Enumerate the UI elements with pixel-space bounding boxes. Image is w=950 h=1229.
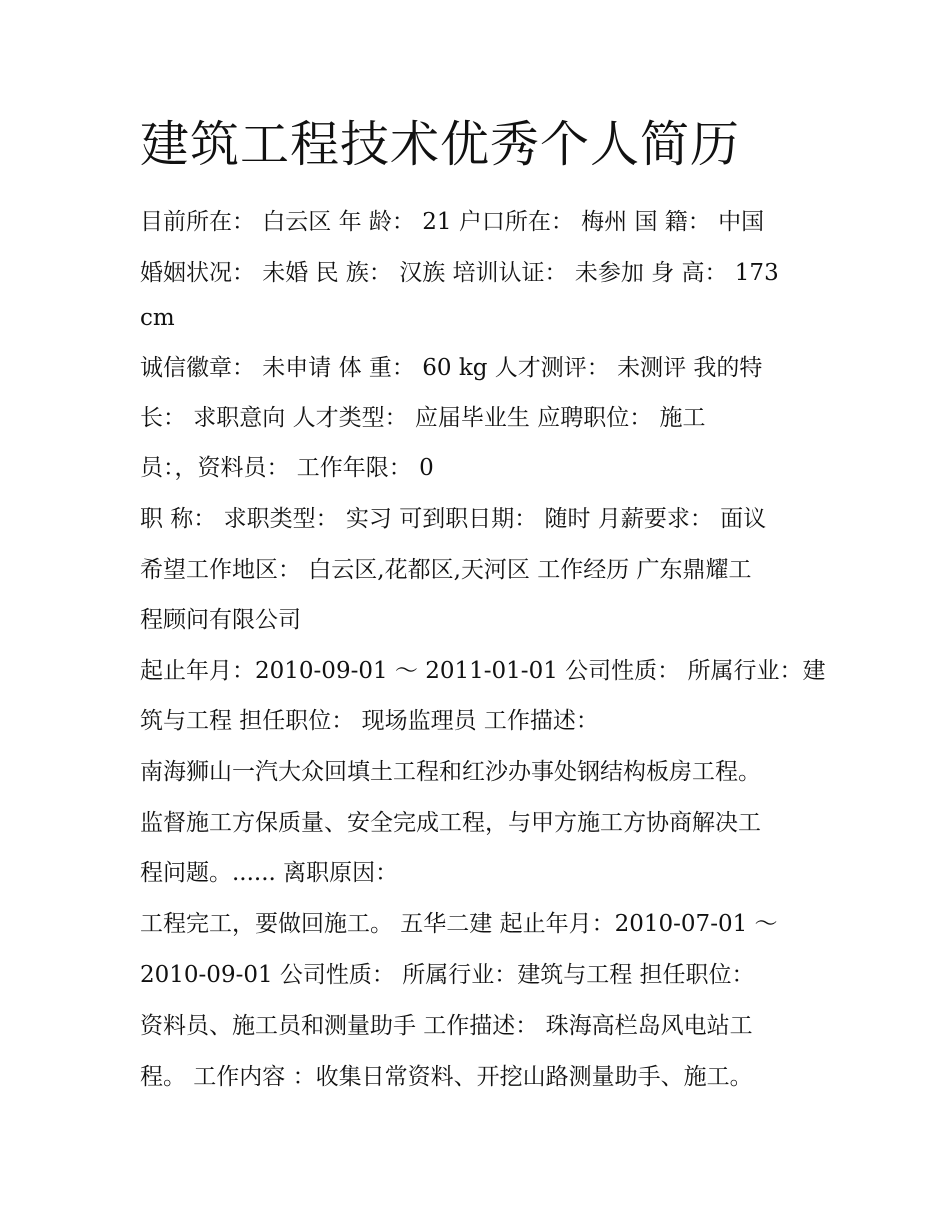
body-line-5: 长： 求职意向 人才类型： 应届毕业生 应聘职位： 施工	[140, 405, 706, 431]
body-line-9: 程顾问有限公司	[140, 607, 301, 633]
body-line-2: 婚姻状况： 未婚 民 族： 汉族 培训认证： 未参加 身 高： 173	[140, 260, 779, 286]
body-line-12: 南海狮山一汽大众回填土工程和红沙办事处钢结构板房工程。	[140, 759, 761, 785]
body-line-3: cm	[140, 305, 175, 331]
body-line-8: 希望工作地区： 白云区,花都区,天河区 工作经历 广东鼎耀工	[140, 557, 752, 583]
body-line-4: 诚信徽章： 未申请 体 重： 60 kg 人才测评： 未测评 我的特	[140, 355, 763, 381]
body-line-7: 职 称： 求职类型： 实习 可到职日期： 随时 月薪要求： 面议	[140, 506, 767, 532]
body-line-17: 资料员、施工员和测量助手 工作描述： 珠海高栏岛风电站工	[140, 1013, 753, 1039]
body-line-6: 员：，资料员： 工作年限： 0	[140, 455, 434, 481]
body-line-11: 筑与工程 担任职位： 现场监理员 工作描述：	[140, 708, 599, 734]
body-line-16: 2010-09-01 公司性质： 所属行业：建筑与工程 担任职位：	[140, 962, 755, 988]
body-line-14: 程问题。...... 离职原因：	[140, 860, 399, 886]
page-title: 建筑工程技术优秀个人简历	[140, 116, 741, 173]
body-line-15: 工程完工，要做回施工。 五华二建 起止年月：2010-07-01 ～	[140, 911, 778, 937]
body-line-10: 起止年月：2010-09-01 ～ 2011-01-01 公司性质： 所属行业：建	[140, 658, 826, 684]
body-line-13: 监督施工方保质量、安全完成工程，与甲方施工方协商解决工	[140, 810, 761, 836]
body-line-1: 目前所在： 白云区 年 龄： 21 户口所在： 梅州 国 籍： 中国	[140, 209, 765, 235]
body-line-18: 程。 工作内容 ：收集日常资料、开挖山路测量助手、施工。	[140, 1064, 753, 1090]
